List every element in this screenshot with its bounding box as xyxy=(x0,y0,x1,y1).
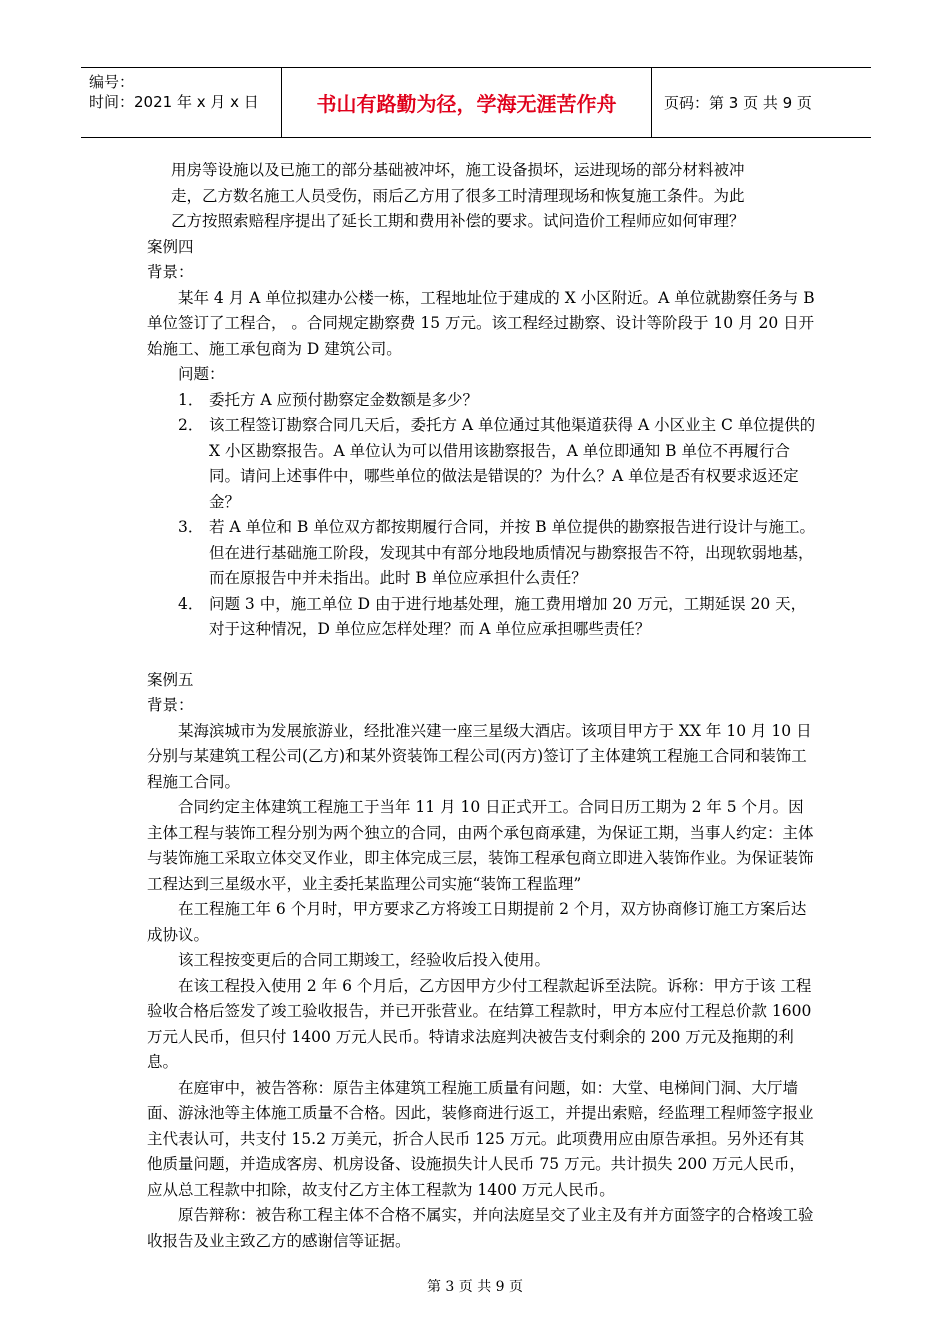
text-line: 乙方按照索赔程序提出了延长工期和费用补偿的要求。试问造价工程师应如何审理？ xyxy=(171,212,745,230)
document-number-label: 编号： xyxy=(89,73,135,91)
case4-background-text: 某年 4 月 A 单位拟建办公楼一栋，工程地址位于建成的 X 小区附近。A 单位就勘察任务与 B 单位签订了工程合， 。合同规定勘察费 15 万元。该工程经过勘察、设计等阶段于 10 月 20 日开始施工、施工承包商为 D 建筑公司。 xyxy=(147,288,815,358)
case5-background-label: 背景： xyxy=(147,696,194,714)
question-number: 2． xyxy=(178,416,204,434)
question-item xyxy=(178,413,817,515)
header-motto: 书山有路勤为径，学海无涯苦作舟 xyxy=(282,68,652,137)
case4-title: 案例四 xyxy=(147,237,194,256)
document-time-label: 时间：2021 年 x 月 x 日 xyxy=(89,93,259,111)
question-number: 3． xyxy=(178,518,204,536)
case5-paragraph: 某海滨城市为发展旅游业，经批准兴建一座三星级大酒店。该项目甲方于 XX 年 10 月 10 日分别与某建筑工程公司(乙方)和某外资装饰工程公司(丙方)签订了主体建筑工程施工合同和装饰工程施工合同。 xyxy=(147,721,812,791)
case5-paragraph: 在工程施工年 6 个月时，甲方要求乙方将竣工日期提前 2 个月，双方协商修订施工方案后达成协议。 xyxy=(147,900,807,944)
case5-paragraph: 在该工程投入使用 2 年 6 个月后，乙方因甲方少付工程款起诉至法院。诉称：甲方于该 工程验收合格后签发了竣工验收报告，并已开张营业。在结算工程款时，甲方本应付工程总价款 1600 万元人民币，但只付 1400 万元人民币。特请求法庭判决被告支付剩余的 200 万元及拖期的利息。 xyxy=(147,976,812,1071)
case4-background-label: 背景： xyxy=(147,263,194,281)
question-text: 若 A 单位和 B 单位双方都按期履行合同，并按 B 单位提供的勘察报告进行设计与施工。但在进行基础施工阶段，发现其中有部分地段地质情况与勘察报告不符，出现软弱地基，而在原报告中并未指出。此时 B 单位应承担什么责任？ xyxy=(209,518,816,587)
spacer xyxy=(147,643,817,668)
question-item xyxy=(178,515,817,592)
question-text: 该工程签订勘察合同几天后，委托方 A 单位通过其他渠道获得 A 小区业主 C 单位提供的 X 小区勘察报告。A 单位认为可以借用该勘察报告，A 单位即通知 B 单位不再履行合同。请问上述事件中，哪些单位的做法是错误的？为什么？A 单位是否有权要求返还定金？ xyxy=(209,416,816,511)
text-line: 走，乙方数名施工人员受伤，雨后乙方用了很多工时清理现场和恢复施工条件。为此 xyxy=(171,186,745,205)
question-text: 问题 3 中，施工单位 D 由于进行地基处理，施工费用增加 20 万元，工期延误 20 天，对于这种情况，D 单位应怎样处理？而 A 单位应承担哪些责任？ xyxy=(209,594,807,638)
header-meta xyxy=(81,68,282,137)
header-page-number: 页码：第 3 页 共 9 页 xyxy=(664,94,812,112)
case4-question-list xyxy=(147,388,817,643)
page-header xyxy=(81,67,871,138)
page-footer: 第 3 页 共 9 页 xyxy=(426,1279,524,1295)
question-number: 4． xyxy=(178,594,204,613)
case5-paragraph: 该工程按变更后的合同工期竣工，经验收后投入使用。 xyxy=(178,951,551,969)
question-item xyxy=(178,592,817,643)
case5-title: 案例五 xyxy=(147,670,194,689)
question-item xyxy=(178,388,817,414)
case4-questions-label: 问题： xyxy=(178,365,225,383)
text-line: 用房等设施以及已施工的部分基础被冲坏，施工设备损坏，运进现场的部分材料被冲 xyxy=(171,161,745,179)
question-number: 1． xyxy=(178,390,204,409)
case5-paragraph: 合同约定主体建筑工程施工于当年 11 月 10 日正式开工。合同日历工期为 2 年 5 个月。因主体工程与装饰工程分别为两个独立的合同，由两个承包商承建，为保证工期，当事人约定：主体与装饰施工采取立体交叉作业，即主体完成三层，装饰工程承包商立即进入装饰作业。为保证装饰工程达到三星级水平，业主委托某监理公司实施“装饰工程监理” xyxy=(147,798,814,893)
case5-paragraph: 原告辩称：被告称工程主体不合格不属实，并向法庭呈交了业主及有并方面签字的合格竣工验收报告及业主致乙方的感谢信等证据。 xyxy=(147,1206,814,1250)
continued-paragraph xyxy=(171,158,817,235)
case5-paragraph: 在庭审中，被告答称：原告主体建筑工程施工质量有问题，如：大堂、电梯间门洞、大厅墙面、游泳池等主体施工质量不合格。因此，装修商进行返工，并提出索赔，经监理工程师签字报业主代表认可，共支付 15.2 万美元，折合人民币 125 万元。此项费用应由原告承担。另外还有其他质量问题，并造成客房、机房设备、设施损失计人民币 75 万元。共计损失 200 万元人民币，应从总工程款中扣除，故支付乙方主体工程款为 1400 万元人民币。 xyxy=(147,1078,814,1199)
question-text: 委托方 A 应预付勘察定金数额是多少？ xyxy=(209,390,479,409)
document-body xyxy=(147,158,817,1254)
